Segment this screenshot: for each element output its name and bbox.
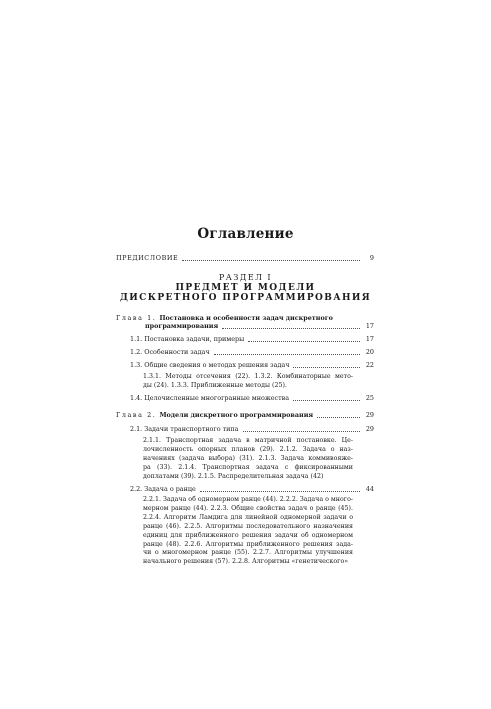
- toc-entry-preface: [116, 254, 374, 263]
- toc-entry-1-1: [130, 335, 374, 344]
- subsection-text-line: мерном ранце (44). 2.2.3. Общие свойства задач о ранце (45).: [143, 504, 353, 512]
- subsection-text-line: ра (33). 2.1.4. Транспортная задача с фиксированными: [143, 463, 353, 471]
- chapter-2-prefix: Глава 2.: [116, 411, 157, 419]
- toc-entry-page: 44: [365, 485, 374, 493]
- toc-entry-2-1: [130, 425, 374, 434]
- toc-entry-2-2: [130, 485, 374, 494]
- subsection-text-line: чи о многомерном ранце (55). 2.2.7. Алгоритмы улучшения: [143, 549, 353, 557]
- chapter-1-page: 17: [365, 322, 374, 330]
- leader-dots: [317, 416, 360, 418]
- toc-entry-1-3: [130, 361, 374, 370]
- subsection-text-line: 1.3.1. Методы отсечения (22). 1.3.2. Комбинаторные мето-: [143, 373, 353, 380]
- subsection-list-1-3: [143, 373, 353, 391]
- toc-entry-label: 1.3. Общие сведения о методах решения задач: [130, 361, 290, 369]
- toc-entry-label: 1.1. Постановка задачи, примеры: [130, 335, 245, 343]
- toc-entry-label: 1.2. Особенности задач: [130, 348, 210, 356]
- subsection-text-line: ранце (48). 2.2.6. Алгоритмы приближенного решения зада-: [143, 540, 353, 548]
- subsection-text-line: начениях (задача выбора) (31). 2.1.3. Задача коммивояже-: [143, 454, 353, 462]
- toc-entry-label: ПРЕДИСЛОВИЕ: [116, 254, 179, 262]
- toc-entry-label: 2.2. Задача о ранце: [130, 485, 196, 493]
- chapter-1-title-line-1: Постановка и особенности задач дискретного: [159, 314, 333, 322]
- leader-dots: [293, 366, 360, 368]
- subsection-text-line: 2.1.1. Транспортная задача в матричной постановке. Це-: [143, 437, 353, 444]
- page-title: Оглавление: [197, 226, 294, 242]
- subsection-list-2-2: [143, 496, 353, 567]
- leader-dots: [200, 490, 360, 492]
- subsection-text-line: доплатами (39). 2.1.5. Распределительная задача (42): [143, 472, 324, 480]
- section-heading: [0, 273, 491, 303]
- toc-entry-label: 2.1. Задачи транспортного типа: [130, 425, 239, 433]
- subsection-text-line: 2.2.1. Задача об одномерном ранце (44). 2.2.2. Задача о много-: [143, 496, 353, 503]
- subsection-text-line: ды (24). 1.3.3. Приближенные методы (25).: [143, 381, 287, 389]
- chapter-2-page: 29: [365, 411, 374, 419]
- toc-entry-page: 20: [365, 348, 374, 356]
- toc-entry-page: 29: [365, 425, 374, 433]
- subsection-text-line: 2.2.4. Алгоритм Ламдига для линейной одномерной задачи о: [143, 513, 353, 521]
- section-title-line-2: ДИСКРЕТНОГО ПРОГРАММИРОВАНИЯ: [119, 293, 372, 303]
- subsection-text-line: единиц для приближенного решения задачи об одномерном: [143, 531, 353, 539]
- toc-entry-1-2: [130, 348, 374, 357]
- section-label: РАЗДЕЛ I: [218, 273, 273, 282]
- leader-dots: [248, 340, 360, 342]
- subsection-text-line: лочисленность опорных планов (29). 2.1.2. Задача о наз-: [143, 445, 353, 453]
- toc-entry-page: 25: [365, 394, 374, 402]
- subsection-text-line: начального решения (57). 2.2.8. Алгоритмы «генетического»: [143, 558, 349, 566]
- toc-entry-page: 9: [369, 254, 374, 262]
- leader-dots: [293, 399, 360, 401]
- chapter-1-heading-line-2: [145, 322, 374, 331]
- section-title-line-1: ПРЕДМЕТ И МОДЕЛИ: [175, 283, 316, 293]
- leader-dots: [182, 259, 360, 261]
- chapter-2-title: Модели дискретного программирования: [159, 411, 314, 419]
- toc-entry-1-4: [130, 394, 374, 403]
- leader-dots: [214, 353, 360, 355]
- chapter-1-title-line-2: программирования: [145, 322, 219, 330]
- toc-entry-page: 17: [365, 335, 374, 343]
- toc-entry-page: 22: [365, 361, 374, 369]
- chapter-2-heading: [116, 411, 374, 420]
- leader-dots: [243, 430, 361, 432]
- toc-entry-label: 1.4. Целочисленные многогранные множества: [130, 394, 290, 402]
- subsection-list-2-1: [143, 437, 353, 482]
- subsection-text-line: ранце (46). 2.2.5. Алгоритмы последовательного назначения: [143, 522, 353, 530]
- chapter-1-prefix: Глава 1.: [116, 314, 157, 322]
- leader-dots: [222, 327, 360, 329]
